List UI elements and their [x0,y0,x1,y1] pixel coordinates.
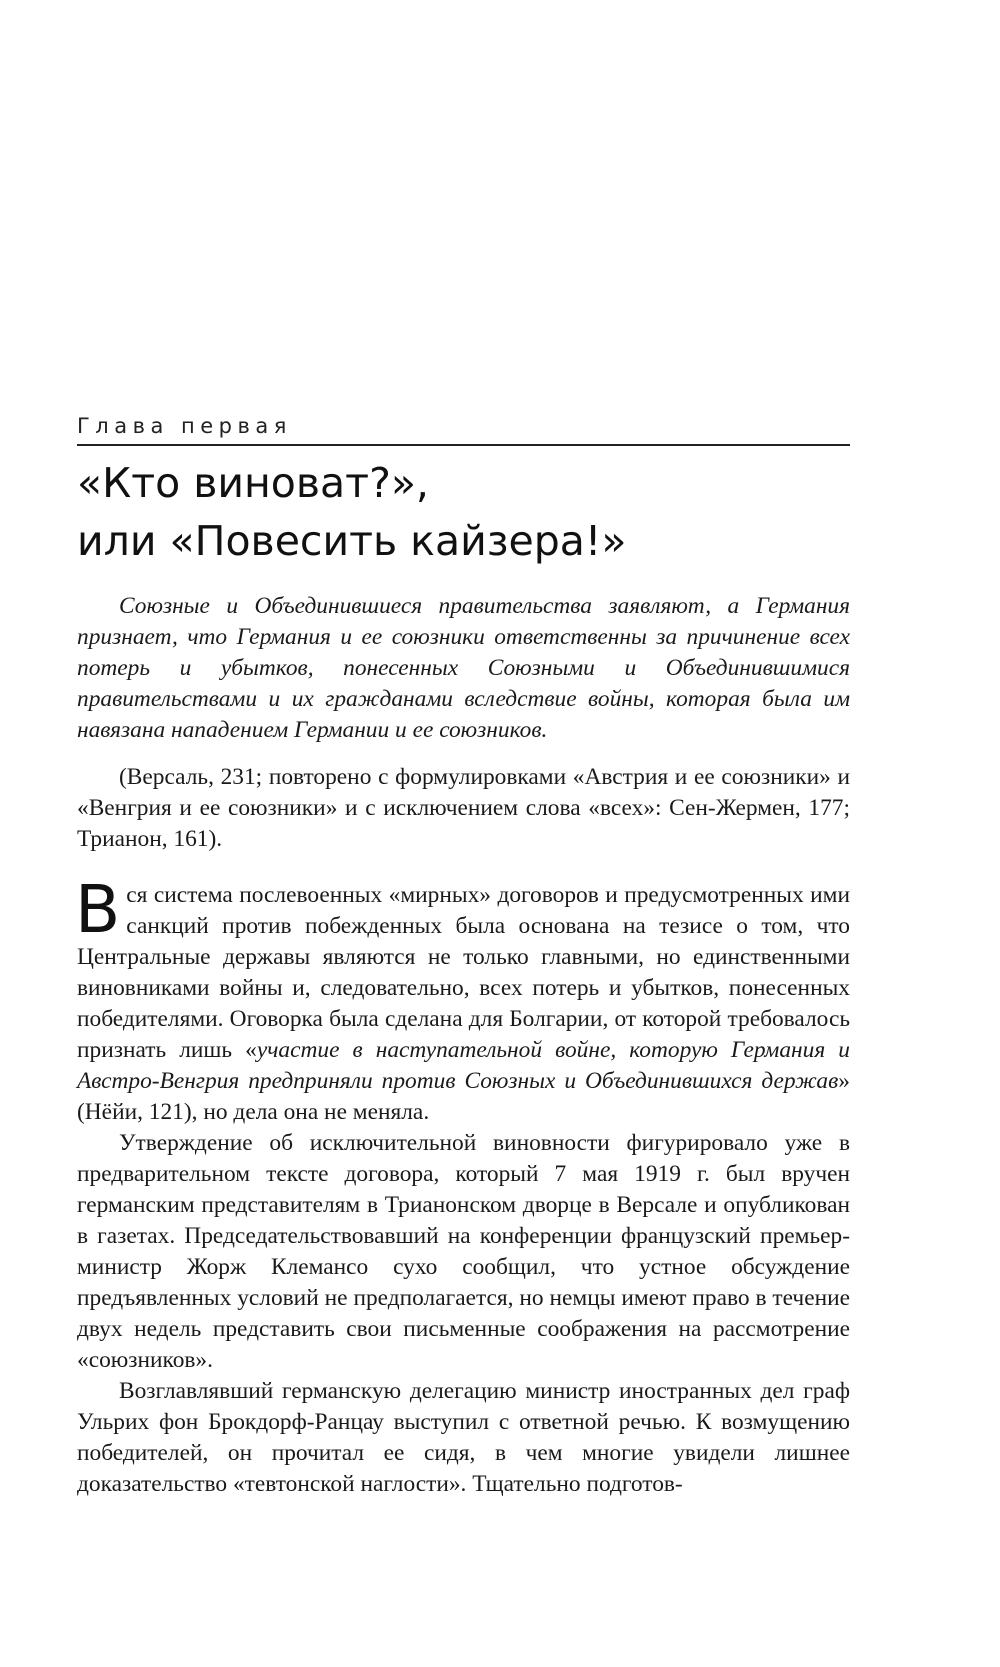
epigraph-source: (Версаль, 231; повторено с формулировками «Австрия и ее союзники» и «Венгрия и ее союзники» и с исключением слова «всех»: Сен-Жермен, 177; Трианон, 161). [77,764,850,852]
chapter-title-line-1: «Кто виноват?», [77,459,429,507]
paragraph-1-quote: участие в наступательной войне, которую Германия и Австро-Венгрия предприняли против Союзных и Объединившихся держав [77,1037,850,1094]
epigraph-text: Союзные и Объединившиеся правительства заявляют, а Германия признает, что Германия и ее союзники ответственны за причинение всех потерь и убытков, понесенных Союзными и Объединившимися правительствами и их гражданами вследствие войны, которая была им навязана нападением Германии и ее союзников. [77,593,850,743]
paragraph-1 [75,871,850,1128]
paragraph-1-text-a: ся система послевоенных «мирных» договоров и предусмотренных ими санкций против побежденных была основана на тезисе о том, что Центральные державы являются не только главными, но единственными виновниками войны и, следовательно, всех потерь и убытков, понесенных победителями. Оговорка была сделана для Болгарии, от которой требовалось признать лишь « [77,882,850,1063]
body-text [75,871,850,1500]
chapter-title-line-2: или «Повесить кайзера!» [77,517,627,565]
chapter-label: Глава первая [77,414,292,438]
paragraph-3: Возглавлявший германскую делегацию министр иностранных дел граф Ульрих фон Брокдорф-Ранцау выступил с ответной речью. К возмущению победителей, он прочитал ее сидя, в чем многие увидели лишнее доказательство «тевтонской наглости». Тщательно подготов- [77,1378,850,1497]
paragraph-2: Утверждение об исключительной виновности фигурировало уже в предварительном тексте договора, который 7 мая 1919 г. был вручен германским представителям в Трианонском дворце в Версале и опубликован в газетах. Председательствовавший на конференции французский премьер-министр Жорж Клемансо сухо сообщил, что устное обсуждение предъявленных условий не предполагается, но немцы имеют право в течение двух недель представить свои письменные соображения на рассмотрение «союзников». [77,1130,850,1373]
chapter-rule [77,444,850,446]
book-page [77,0,850,1667]
paragraph-1-text-b: » (Нёйи, 121), но дела она не меняла. [77,1068,850,1125]
chapter-title [77,454,850,570]
drop-cap: В [75,871,121,948]
